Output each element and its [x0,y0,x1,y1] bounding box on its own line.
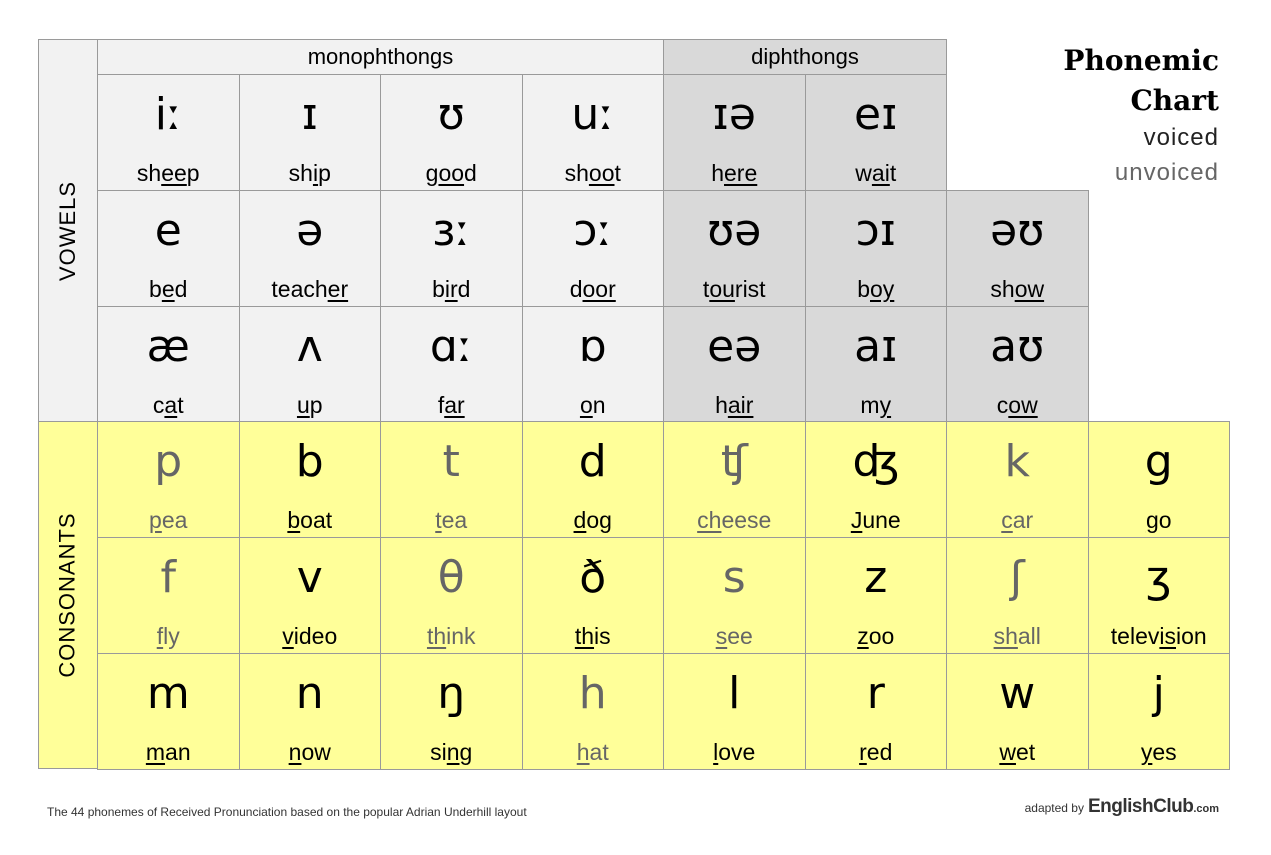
example-word-prefix: telev [1110,623,1160,649]
phoneme-cell [805,537,948,654]
example-word [947,507,1088,534]
example-word-sound: l [713,739,719,765]
phoneme-symbol: v [296,551,323,603]
example-word-prefix: t [702,276,710,302]
example-word-suffix: ed [866,739,893,765]
example-word [381,507,522,534]
example-word-suffix: p [186,160,200,186]
example-word [98,739,239,766]
example-word [664,392,805,419]
example-word [240,276,381,303]
example-word-suffix: ly [163,623,180,649]
example-word-suffix: ea [161,507,188,533]
phoneme-cell [805,74,948,191]
chart-title-line2: Chart [1130,84,1219,117]
example-word [664,739,805,766]
example-word [98,507,239,534]
phoneme-symbol: s [722,551,746,603]
vowels-label: VOWELS [55,180,81,281]
example-word-sound: p [149,507,162,533]
example-word-sound: ee [161,160,187,186]
example-word-sound: th [574,623,595,649]
example-word-suffix: eese [721,507,772,533]
example-word-sound: h [576,739,590,765]
phoneme-symbol: k [1004,435,1030,487]
phoneme-symbol: w [999,667,1036,719]
example-word-sound: t [435,507,442,533]
consonants-side-label [38,421,98,769]
phoneme-cell [1088,653,1231,770]
phoneme-symbol: ʊ [437,88,465,140]
example-word-suffix: ow [301,739,331,765]
example-word-suffix: an [165,739,191,765]
phoneme-symbol: ŋ [437,667,466,719]
example-word-sound: sh [993,623,1018,649]
phoneme-symbol: aʊ [990,320,1045,372]
example-word-sound: y [879,392,892,418]
phoneme-cell [522,421,665,538]
diphthongs-header [663,39,947,75]
example-word-suffix: d [174,276,188,302]
example-word [523,276,664,303]
example-word-sound: c [1001,507,1013,533]
phoneme-symbol: ð [579,551,607,603]
example-word-suffix: oat [300,507,333,533]
consonants-label: CONSONANTS [55,512,80,678]
phoneme-symbol: ʒ [1146,551,1172,603]
example-word-sound: i [312,160,319,186]
example-word-prefix: c [996,392,1009,418]
englishclub-logo: EnglishClub [1087,796,1194,817]
credit-prefix: adapted by [1024,801,1084,815]
phoneme-cell [522,653,665,770]
phoneme-symbol: ɔː [573,204,613,256]
example-word-prefix: c [152,392,165,418]
example-word-suffix: is [594,623,611,649]
phoneme-cell [97,421,240,538]
example-word-suffix: d [464,160,477,186]
example-word-prefix: teach [271,276,328,302]
chart-title-line1: Phonemic [1063,44,1219,77]
phoneme-cell [380,190,523,307]
phoneme-cell [522,306,665,423]
example-word [1089,507,1230,534]
example-word-suffix: t [614,160,621,186]
credit-suffix: .com [1193,803,1219,815]
example-word [98,276,239,303]
phoneme-symbol: ə [296,204,324,256]
phoneme-cell [97,537,240,654]
example-word-prefix: sh [136,160,162,186]
phoneme-symbol: g [1144,435,1173,487]
example-word-sound: ere [724,160,758,186]
example-word [381,276,522,303]
example-word-sound: ar [444,392,465,418]
phoneme-cell [805,653,948,770]
example-word-sound: d [573,507,587,533]
phoneme-symbol: əʊ [990,204,1045,256]
example-word-suffix: og [586,507,612,533]
phoneme-symbol: z [864,551,888,603]
example-word-suffix: t [177,392,184,418]
example-word [240,623,381,650]
phoneme-cell [380,653,523,770]
phoneme-symbol: l [728,667,741,719]
example-word-sound: y [1140,739,1153,765]
example-word-prefix: b [857,276,870,302]
example-word-prefix: h [711,160,725,186]
phoneme-symbol: uː [571,88,615,140]
example-word-suffix: ea [441,507,468,533]
example-word [806,623,947,650]
legend-voiced: voiced [1143,124,1219,151]
example-word [98,392,239,419]
example-word-suffix: ideo [293,623,338,649]
phoneme-cell [97,653,240,770]
phoneme-symbol: eə [707,320,762,372]
example-word-sound: oo [588,160,615,186]
monophthongs-label: monophthongs [307,44,454,69]
phoneme-cell [239,74,382,191]
example-word-suffix: ee [727,623,753,649]
example-word-suffix: ion [1176,623,1207,649]
example-word-sound: z [857,623,869,649]
example-word-sound: e [161,276,175,302]
example-word-suffix: ar [1012,507,1034,533]
example-word-prefix: g [425,160,439,186]
monophthongs-header [97,39,664,75]
example-word-sound: v [282,623,294,649]
example-word-sound: o [579,392,593,418]
phoneme-cell [522,537,665,654]
phoneme-symbol: m [146,667,190,719]
example-word-sound: ai [871,160,890,186]
phoneme-symbol: θ [437,551,465,603]
example-word-prefix: f [437,392,445,418]
example-word [806,160,947,187]
phoneme-symbol: ɑː [429,320,473,372]
example-word-sound: er [327,276,349,302]
example-word [523,507,664,534]
example-word-sound: is [1159,623,1176,649]
example-word-suffix: ink [446,623,476,649]
example-word [381,392,522,419]
example-word [1089,739,1230,766]
phoneme-symbol: ʊə [707,204,762,256]
phoneme-symbol: j [1152,667,1165,719]
example-word [947,623,1088,650]
phoneme-symbol: b [295,435,324,487]
example-word [806,739,947,766]
phoneme-symbol: ɪə [712,88,756,140]
example-word-prefix: sh [288,160,313,186]
example-word-suffix: p [309,392,323,418]
phoneme-cell [946,537,1089,654]
phoneme-symbol: eɪ [854,88,898,140]
example-word-prefix: b [432,276,445,302]
phoneme-cell [946,653,1089,770]
phoneme-cell [805,306,948,423]
phoneme-cell [522,190,665,307]
example-word-sound: air [727,392,754,418]
phoneme-cell [946,306,1089,423]
phoneme-cell [663,537,806,654]
example-word-prefix: h [715,392,728,418]
example-word-sound: ng [446,739,473,765]
example-word-prefix: b [149,276,162,302]
phoneme-symbol: iː [154,88,182,140]
phoneme-cell [1088,537,1231,654]
example-word-sound: a [164,392,178,418]
phoneme-cell [805,421,948,538]
example-word-prefix: m [860,392,880,418]
phoneme-cell [380,421,523,538]
example-word-suffix: p [318,160,331,186]
example-word [381,623,522,650]
phoneme-cell [522,74,665,191]
example-word [806,507,947,534]
phoneme-symbol: ɒ [578,320,607,372]
example-word [523,623,664,650]
phoneme-symbol: ʤ [852,435,900,487]
example-word-suffix: oo [868,623,895,649]
example-word-sound: ou [709,276,735,302]
phoneme-cell [663,421,806,538]
phoneme-cell [663,74,806,191]
example-word [947,392,1088,419]
phoneme-symbol: ʧ [720,435,748,487]
example-word-suffix: at [589,739,609,765]
example-word [240,160,381,187]
footer-note: The 44 phonemes of Received Pronunciation based on the popular Adrian Underhill layout [47,805,527,819]
example-word-suffix: t [889,160,897,186]
example-word-sound: th [426,623,447,649]
vowels-side-label [38,39,98,422]
example-word [1089,623,1230,650]
example-word [98,160,239,187]
phoneme-cell [239,653,382,770]
example-word-sound: J [850,507,863,533]
example-word [240,739,381,766]
example-word [240,507,381,534]
phoneme-symbol: ʃ [1009,551,1025,603]
example-word-prefix: d [569,276,583,302]
example-word-suffix: et [1015,739,1036,765]
phoneme-symbol: ɔɪ [855,204,897,256]
example-word-prefix: si [430,739,447,765]
example-word-suffix: all [1017,623,1041,649]
phoneme-symbol: ɪ [301,88,318,140]
example-word [664,507,805,534]
example-word [523,160,664,187]
example-word-prefix: sh [564,160,589,186]
phoneme-cell [380,306,523,423]
phoneme-symbol: r [866,667,885,719]
example-word-sound: n [288,739,302,765]
legend-unvoiced: unvoiced [1114,159,1219,186]
example-word [664,276,805,303]
phoneme-symbol: h [578,667,607,719]
diphthongs-label: diphthongs [751,44,859,69]
example-word [806,276,947,303]
phoneme-cell [946,190,1089,307]
phoneme-cell [663,190,806,307]
phoneme-cell [380,74,523,191]
example-word [523,739,664,766]
example-word-prefix: sh [990,276,1015,302]
phoneme-symbol: n [295,667,324,719]
example-word-prefix: w [855,160,872,186]
example-word-sound: ir [444,276,458,302]
example-word-sound: oy [870,276,895,302]
example-word [947,739,1088,766]
example-word [98,623,239,650]
example-word-suffix: rist [734,276,766,302]
phoneme-symbol: aɪ [854,320,898,372]
example-word [381,160,522,187]
phoneme-symbol: æ [146,320,190,372]
example-word-sound: ow [1008,392,1038,418]
example-word-suffix: n [592,392,606,418]
footer-credit [1025,796,1219,818]
phoneme-symbol: f [160,551,176,603]
example-word-sound: u [296,392,310,418]
phoneme-symbol: ɜː [432,204,471,256]
phoneme-cell [97,306,240,423]
example-word-sound: ow [1014,276,1045,302]
example-word-suffix: o [1158,507,1172,533]
example-word-suffix: d [457,276,471,302]
example-word-sound: b [287,507,301,533]
example-word-sound: s [715,623,728,649]
example-word-sound: w [999,739,1016,765]
example-word [806,392,947,419]
example-word [523,392,664,419]
example-word-sound: oo [438,160,465,186]
example-word-sound: oor [582,276,616,302]
phoneme-cell [663,306,806,423]
phoneme-cell [239,306,382,423]
phoneme-cell [946,421,1089,538]
example-word-sound: m [145,739,166,765]
example-word-suffix: ove [718,739,756,765]
example-word-suffix: une [862,507,901,533]
phoneme-symbol: ʌ [296,320,323,372]
phoneme-cell [97,74,240,191]
phoneme-cell [239,190,382,307]
example-word [664,623,805,650]
example-word [664,160,805,187]
phoneme-symbol: p [154,435,183,487]
phoneme-symbol: d [578,435,607,487]
example-word-sound: r [859,739,867,765]
phoneme-symbol: t [442,435,460,487]
example-word-suffix: es [1152,739,1177,765]
example-word [947,276,1088,303]
phoneme-cell [239,421,382,538]
phoneme-cell [805,190,948,307]
phoneme-symbol: e [154,204,182,256]
example-word [240,392,381,419]
example-word-sound: f [156,623,164,649]
example-word [381,739,522,766]
example-word-sound: g [1145,507,1159,533]
example-word-sound: ch [697,507,722,533]
phoneme-cell [239,537,382,654]
phoneme-cell [97,190,240,307]
phoneme-cell [1088,421,1231,538]
phoneme-cell [380,537,523,654]
phoneme-cell [663,653,806,770]
